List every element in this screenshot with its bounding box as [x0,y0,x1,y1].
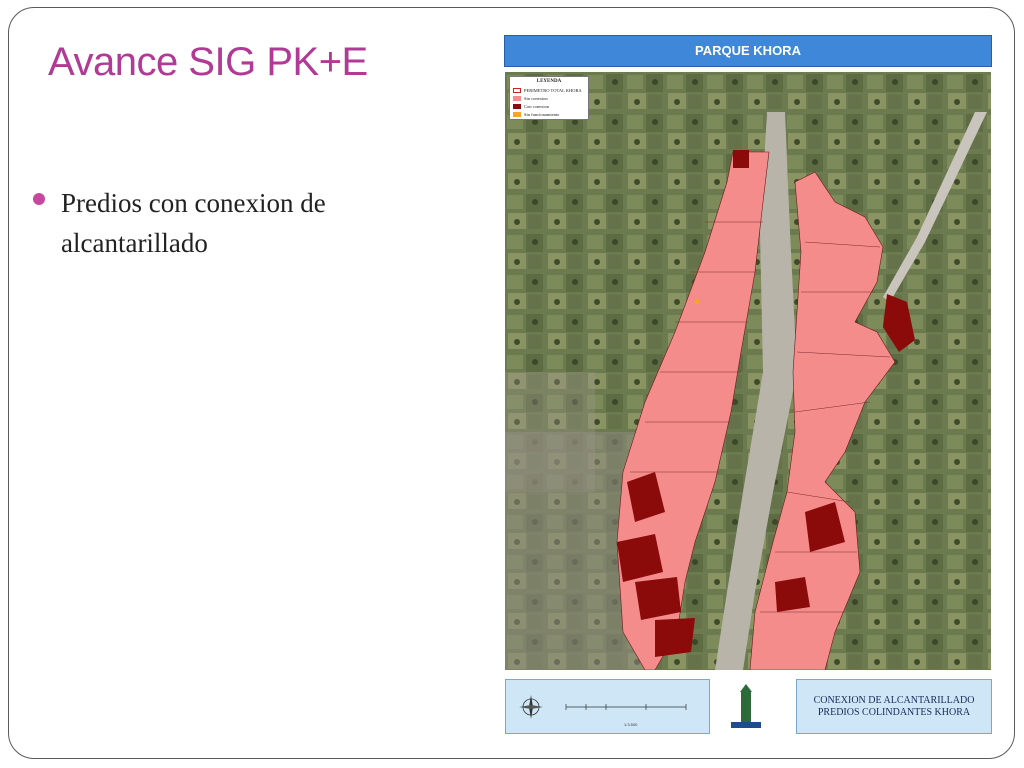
aerial-map-image [505,72,991,670]
legend-item [513,94,585,102]
slide-title: Avance SIG PK+E [48,40,368,84]
map-legend [509,76,589,120]
legend-label: PERIMETRO TOTAL KHORA [524,87,582,93]
map-footer-title [796,679,992,734]
footer-title-line2: PREDIOS COLINDANTES KHORA [817,706,971,718]
compass-scale-graphic [506,680,711,735]
legend-item [513,110,585,118]
legend-title: LEYENDA [536,79,562,84]
legend-label: Con conexion [524,103,550,109]
legend-swatch [513,112,521,117]
bullet-item: Predios con conexion de alcantarillado [61,188,326,258]
institution-logo [721,682,771,734]
legend-swatch [513,96,521,101]
bullet-list [33,183,413,263]
bullet-icon [33,193,45,205]
map-footer-scale [505,679,710,734]
tower-logo-icon [721,682,771,734]
legend-item [513,86,585,94]
legend-label: Sin funcionamiento [524,111,560,117]
north-arrow-icon [519,695,543,719]
legend-label: Sin conexion [524,95,548,101]
aerial-map-graphic [505,72,991,670]
scale-text: 1:3.500 [624,722,638,727]
legend-item [513,102,585,110]
map-panel [503,34,993,736]
legend-swatch [513,104,521,109]
scale-bar [566,704,686,710]
footer-title-line1: CONEXION DE ALCANTARILLADO [813,694,975,706]
legend-swatch [513,88,521,93]
map-header: PARQUE KHORA [504,35,992,67]
